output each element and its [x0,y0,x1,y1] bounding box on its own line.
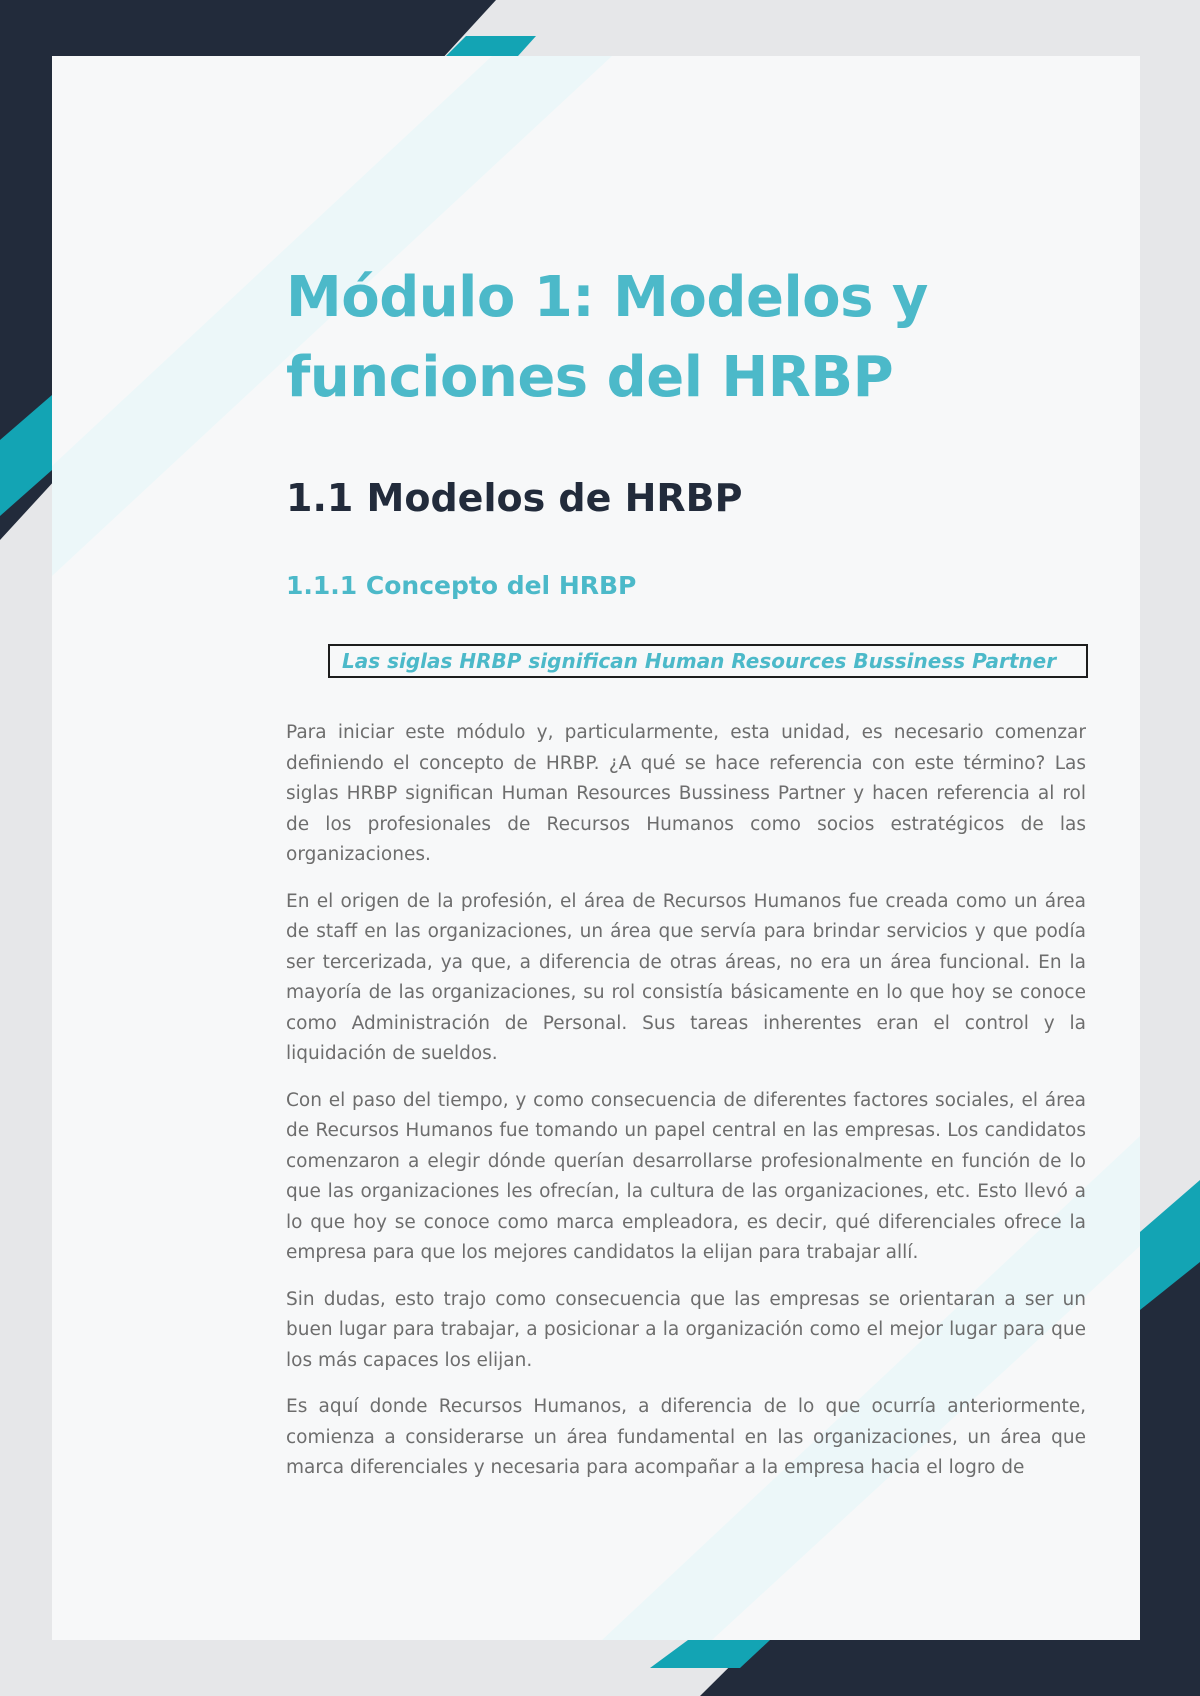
module-title-line-2: funciones del HRBP [286,345,894,410]
subsection-title: 1.1.1 Concepto del HRBP [286,571,637,600]
paragraph: Para iniciar este módulo y, particularmente, esta unidad, es necesario comenzar definiendo el concepto de HRBP. ¿A qué se hace referencia con este término? Las siglas HRBP significan Human Resources Bussiness Partner y hacen referencia al rol de los profesionales de Recursos Humanos como socios estratégicos de las organizaciones. [286,722,1086,865]
paragraph: En el origen de la profesión, el área de Recursos Humanos fue creada como un área de staff en las organizaciones, un área que servía para brindar servicios y que podía ser tercerizada, ya que, a diferencia de otras áreas, no era un área funcional. En la mayoría de las organizaciones, su rol consistía básicamente en lo que hoy se conoce como Administración de Personal. Sus tareas inherentes eran el control y la liquidación de sueldos. [286,890,1086,1064]
paragraph: Es aquí donde Recursos Humanos, a diferencia de lo que ocurría anteriormente, comienza a considerarse un área fundamental en las organizaciones, un área que marca diferenciales y necesaria para acompañar a la empresa hacia el logro de [286,1396,1086,1478]
section-title: 1.1 Modelos de HRBP [286,476,743,520]
module-title-line-1: Módulo 1: Modelos y [286,265,928,330]
paragraph: Con el paso del tiempo, y como consecuencia de diferentes factores sociales, el área de Recursos Humanos fue tomando un papel central en las empresas. Los candidatos comenzaron a elegir dónde querían desarrollarse profesionalmente en función de lo que las organizaciones les ofrecían, la cultura de las organizaciones, etc. Esto llevó a lo que hoy se conoce como marca empleadora, es decir, qué diferenciales ofrece la empresa para que los mejores candidatos la elijan para trabajar allí. [286,1089,1086,1263]
document-content [286,258,1086,1500]
module-title [286,258,1086,418]
paragraph: Sin dudas, esto trajo como consecuencia que las empresas se orientaran a ser un buen lugar para trabajar, a posicionar a la organización como el mejor lugar para que los más capaces los elijan. [286,1288,1086,1371]
body-text [286,718,1086,1484]
callout-box: Las siglas HRBP significan Human Resources Bussiness Partner [328,644,1088,678]
